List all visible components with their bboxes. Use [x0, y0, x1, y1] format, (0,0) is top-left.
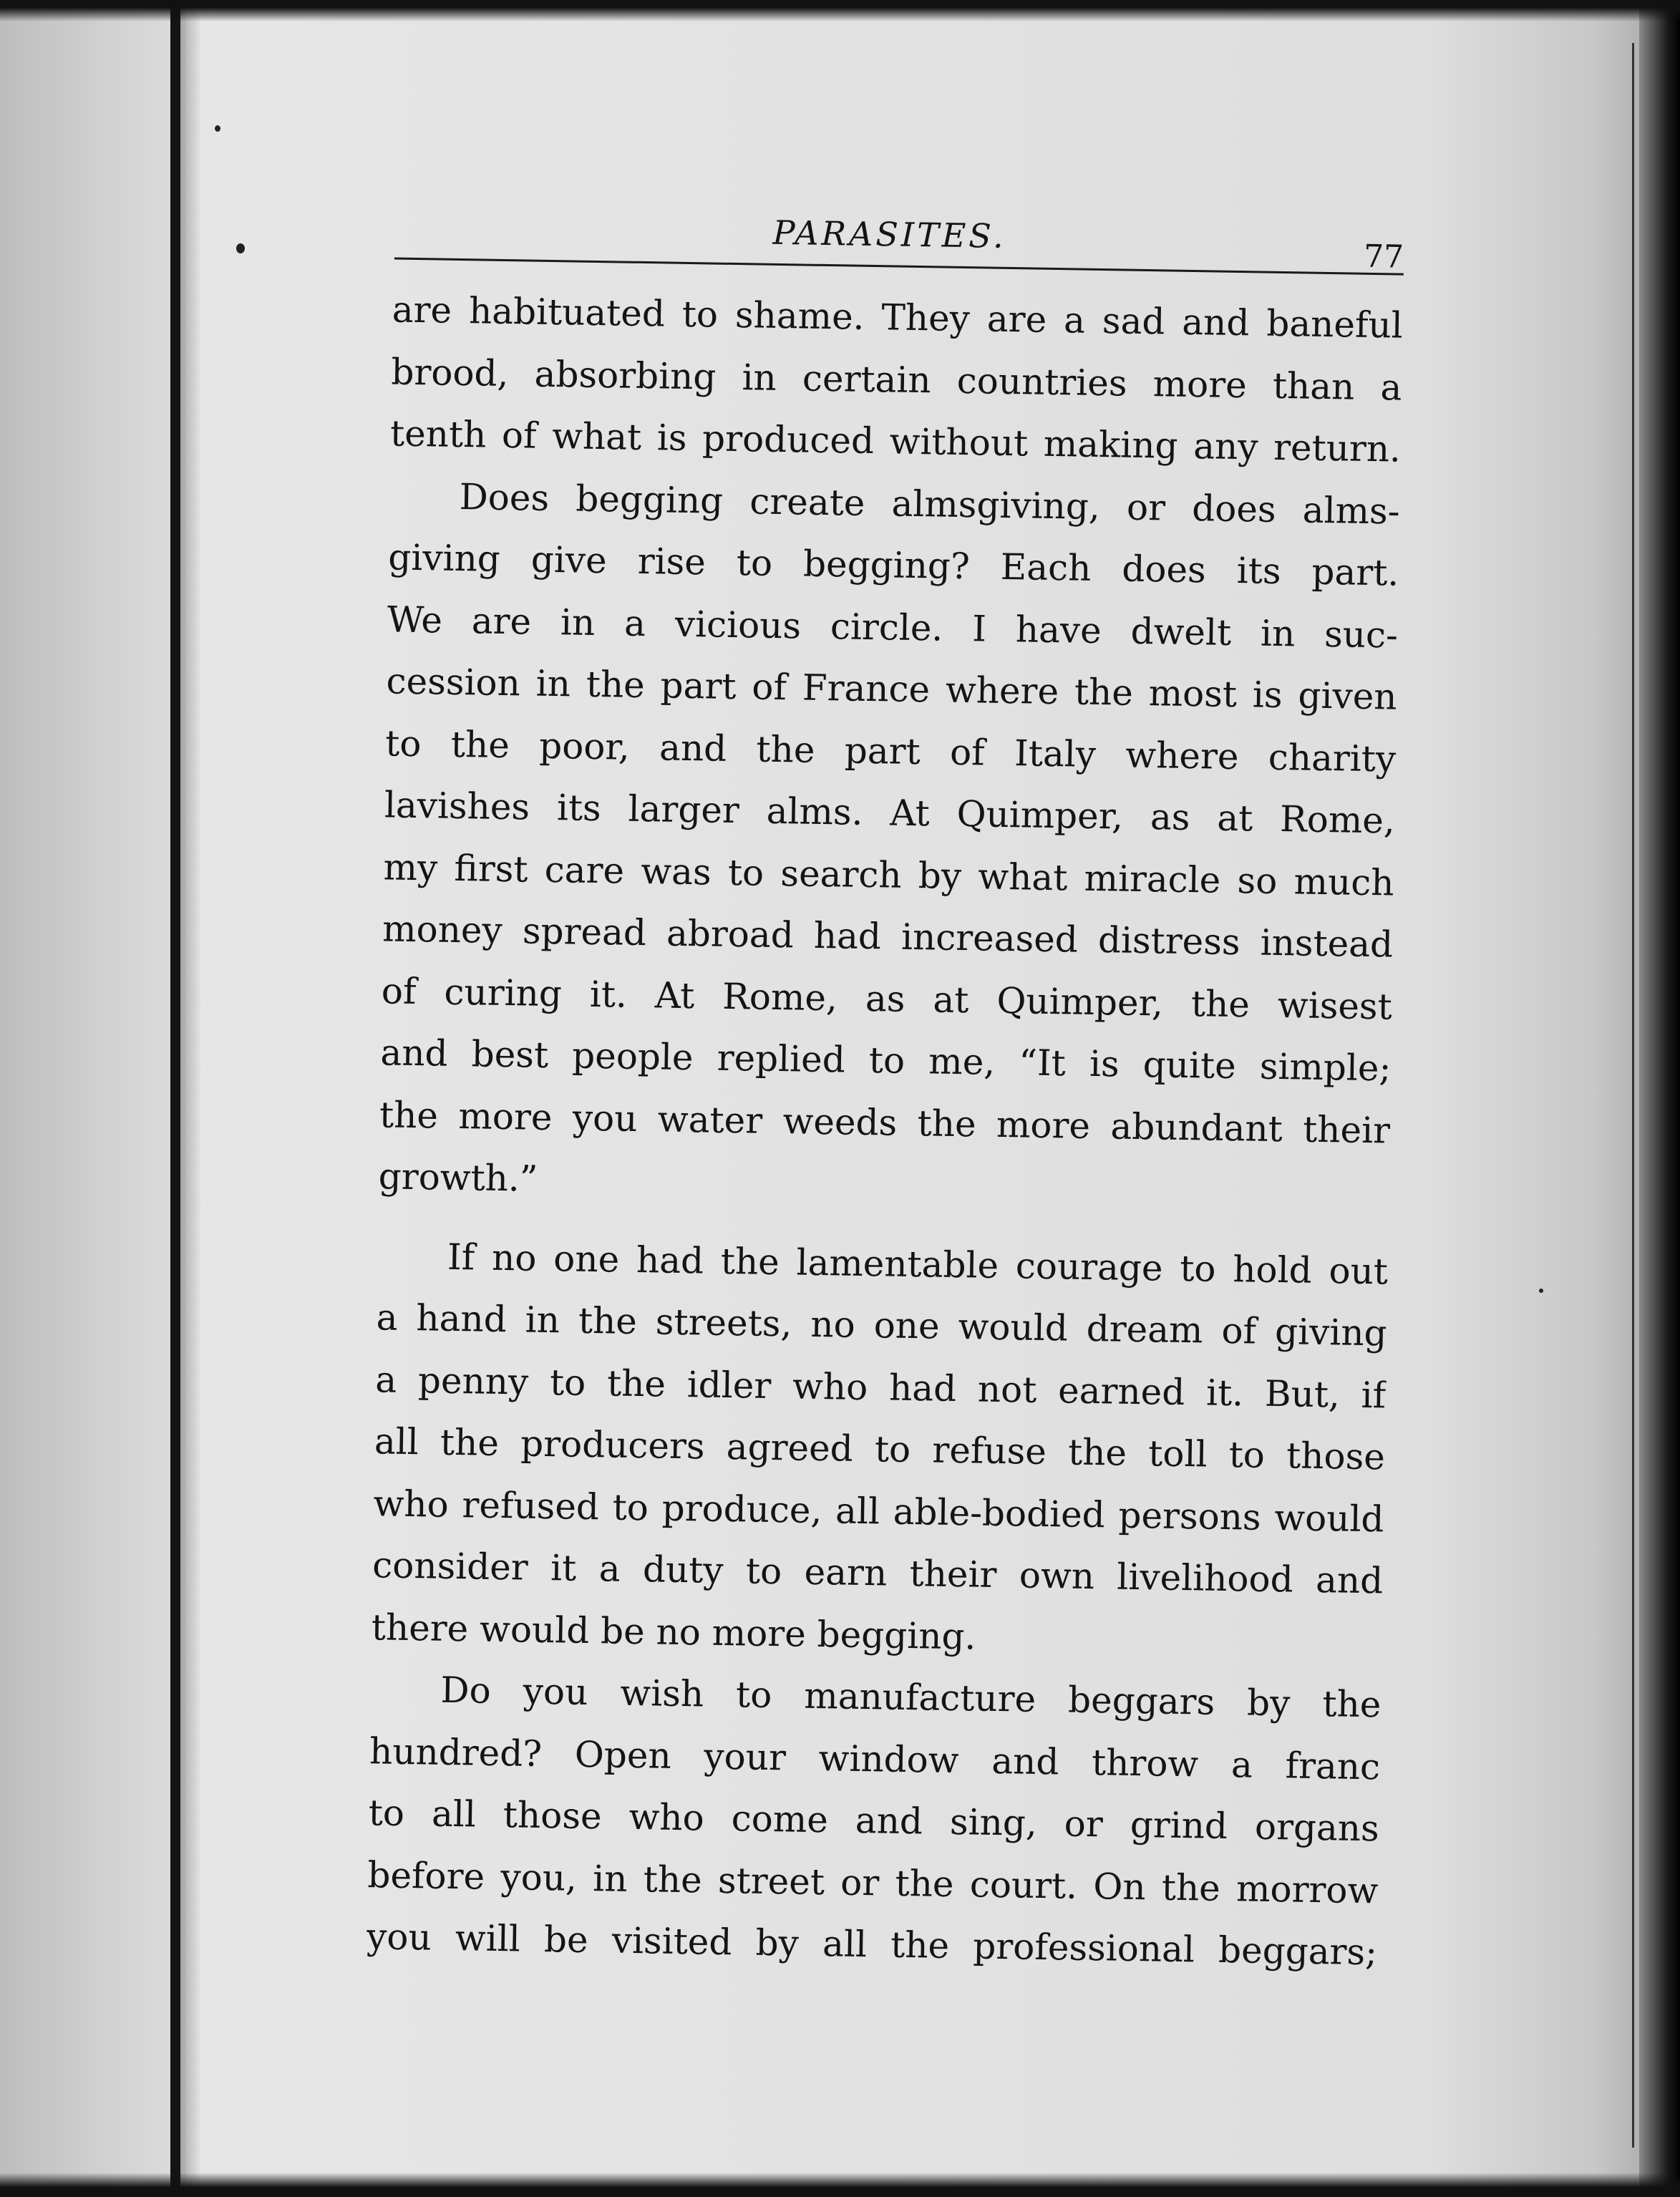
- text-line: hundred? Open your window and throw a franc: [369, 1730, 1381, 1788]
- text-line: before you, in the street or the court. On the morrow: [367, 1853, 1379, 1911]
- text-line: and best people replied to me, “It is quite simple;: [380, 1032, 1392, 1090]
- text-line: consider it a duty to earn their own livelihood and: [372, 1544, 1384, 1602]
- text-line: who refused to produce, all able-bodied persons would: [373, 1482, 1384, 1540]
- text-line: Do you wish to manufacture beggars by the: [440, 1669, 1382, 1726]
- text-line: my first care was to search by what miracle so much: [383, 845, 1394, 904]
- right-scan-border: [1639, 0, 1680, 2197]
- text-line: lavishes its larger alms. At Quimper, as at Rome,: [384, 784, 1396, 842]
- paragraph: [366, 1658, 1382, 1984]
- header-rule: [394, 257, 1404, 275]
- text-line: giving give rise to begging? Each does its part.: [387, 536, 1399, 594]
- ink-speck: [1539, 1289, 1543, 1293]
- text-line: a penny to the idler who had not earned it. But, if: [374, 1358, 1387, 1416]
- book-gutter-line: [170, 0, 180, 2197]
- text-line: a hand in the streets, no one would dream of giving: [376, 1296, 1388, 1354]
- body-text: [366, 278, 1403, 1983]
- right-page-edge-line: [1632, 43, 1634, 2148]
- text-line: to the poor, and the part of Italy where charity: [384, 722, 1397, 780]
- page-number: 77: [1363, 238, 1404, 276]
- left-book-edge: [0, 0, 186, 2197]
- paragraph: [389, 278, 1403, 480]
- ink-speck: [215, 125, 220, 132]
- ink-speck: [236, 243, 245, 253]
- book-page: [316, 206, 1404, 1974]
- top-scan-border: [0, 0, 1680, 21]
- gutter-shadow: [180, 0, 202, 2197]
- text-line: tenth of what is produced without making any return.: [389, 412, 1402, 470]
- paragraph: [371, 1225, 1388, 1674]
- text-line: all the producers agreed to refuse the toll to those: [374, 1420, 1386, 1478]
- text-line: are habituated to shame. They are a sad and baneful: [392, 288, 1404, 346]
- text-line: you will be visited by all the professional beggars;: [366, 1916, 1378, 1974]
- text-line: money spread abroad had increased distress instead: [382, 908, 1394, 966]
- running-head-title: PARASITES.: [772, 213, 1007, 256]
- text-line: the more you water weeds the more abundant their: [379, 1093, 1391, 1151]
- text-line: We are in a vicious circle. I have dwelt in suc-: [387, 598, 1399, 656]
- text-line: of curing it. At Rome, as at Quimper, the wisest: [381, 969, 1393, 1028]
- text-line: there would be no more begging.: [371, 1606, 976, 1657]
- text-line: to all those who come and sing, or grind organs: [368, 1792, 1380, 1850]
- paragraph: [378, 465, 1400, 1223]
- text-line: brood, absorbing in certain countries more than a: [391, 350, 1402, 409]
- bottom-scan-border: [0, 2173, 1680, 2197]
- text-line: growth.”: [378, 1155, 538, 1200]
- text-line: If no one had the lamentable courage to hold out: [447, 1236, 1389, 1292]
- text-line: cession in the part of France where the most is given: [386, 660, 1397, 718]
- text-line: Does begging create almsgiving, or does alms-: [459, 475, 1401, 533]
